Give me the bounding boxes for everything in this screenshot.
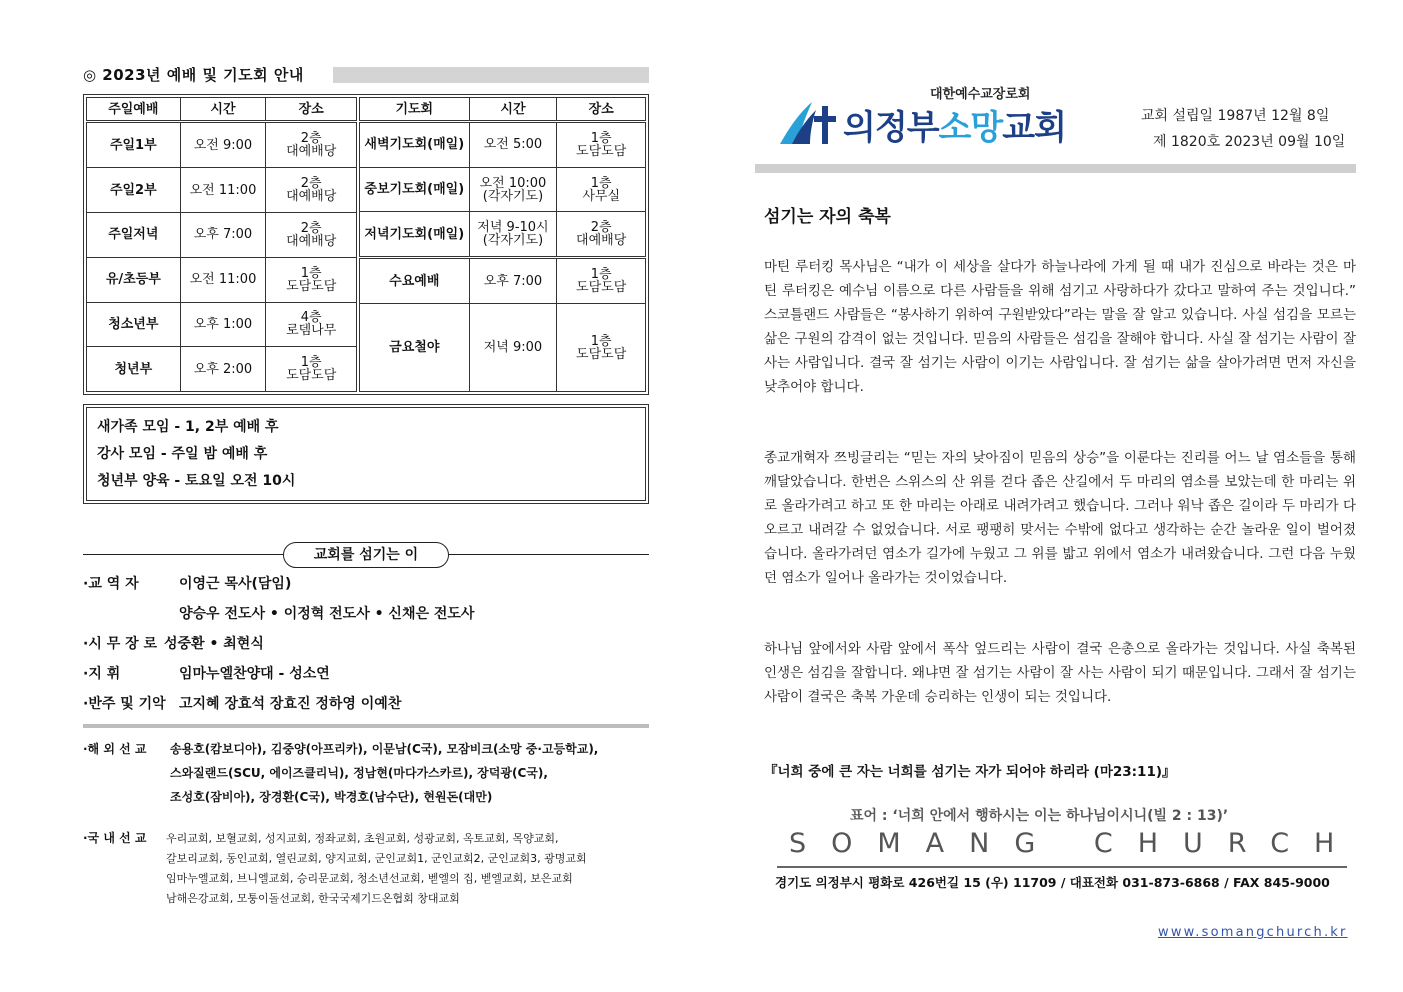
- service-place: [266, 257, 357, 302]
- table-row: [87, 257, 357, 302]
- col-header: 장소: [557, 98, 646, 122]
- prayer-name: 중보기도회(매일): [360, 167, 470, 211]
- domestic-line: 갈보리교회, 동인교회, 열린교회, 양지교회, 군인교회1, 군인교회2, 군인교회3, 광명교회: [166, 852, 587, 865]
- place-floor: 2층: [590, 220, 612, 236]
- article-paragraph: 마틴 루터킹 목사님은 “내가 이 세상을 살다가 하늘나라에 가게 될 때 내가 진심으로 바라는 것은 마틴 루터킹은 예수님 이름으로 다른 사람들을 위해 섬기고 사랑하다가 갔다고 말하여 주는 것입니다.” 스코틀랜드 사람들은 “봉사하기 위하여 구원받았다”라는 말을 잘 알고 있습니다. 사실 섬김을 모르는 삶은 구원의 감격이 없는 것입니다. 믿음의 사람들은 섬김을 잘해야 합니다. 사실 잘 섬기는 사람이 잘 사는 사람입니다. 결국 잘 섬기는 사람이 이기는 사람입니다. 잘 섬기는 삶을 살아가려면 먼저 자신을 낮추어야 합니다.: [764, 259, 1356, 395]
- table-row: [360, 304, 646, 392]
- service-name: 주일저녁: [87, 213, 181, 258]
- staff-label: ·시 무 장 로: [83, 636, 158, 652]
- service-time: 오후 7:00: [180, 213, 266, 258]
- prayer-name: 저녁기도회(매일): [360, 212, 470, 258]
- table-row: [87, 347, 357, 392]
- place-room: 대예배당: [286, 233, 337, 249]
- prayer-place: [557, 122, 646, 168]
- staff-row: [83, 604, 474, 624]
- staff-heading: [83, 542, 649, 566]
- col-header: 시간: [469, 98, 557, 122]
- place-room: 도담도담: [286, 368, 337, 384]
- overseas-label: ·해 외 선 교: [83, 742, 147, 756]
- prayer-place: [557, 258, 646, 304]
- domestic-row: [83, 849, 587, 869]
- service-place: [266, 213, 357, 258]
- left-page: [83, 64, 649, 905]
- place-floor: 2층: [300, 176, 322, 192]
- time-note: (각자기도): [482, 188, 544, 204]
- prayer-place: [557, 167, 646, 211]
- place-room: 사무실: [582, 188, 621, 204]
- established-date: 교회 설립일 1987년 12월 8일: [1141, 108, 1330, 124]
- staff-row: [83, 574, 291, 594]
- place-floor: 1층: [590, 130, 612, 146]
- service-time: 오전 9:00: [180, 122, 266, 168]
- place-room: 도담도담: [576, 143, 627, 159]
- notice-list: [86, 407, 646, 501]
- time-main: 오후 7:00: [483, 273, 543, 289]
- prayer-name: 새벽기도회(매일): [360, 122, 470, 168]
- domestic-row: [83, 828, 558, 848]
- church-name-part: 교회: [1002, 108, 1066, 148]
- place-room: 도담도담: [576, 280, 627, 296]
- staff-row: [83, 694, 401, 714]
- table-row: [87, 168, 357, 213]
- cross-flame-logo-icon: [778, 100, 838, 146]
- prayer-time: [469, 212, 557, 258]
- col-header: 기도회: [360, 98, 470, 122]
- place-room: 대예배당: [286, 189, 337, 205]
- overseas-row: [83, 739, 598, 759]
- church-website-link[interactable]: www.somangchurch.kr: [1158, 925, 1348, 940]
- footer-divider: [777, 866, 1347, 868]
- overseas-row: [83, 787, 492, 807]
- staff-label: ·지 휘: [83, 666, 121, 682]
- place-floor: 1층: [590, 175, 612, 191]
- prayer-time: [469, 122, 557, 168]
- place-floor: 4층: [300, 310, 322, 326]
- place-room: 로뎀나무: [286, 323, 337, 339]
- prayer-time: [469, 304, 557, 392]
- place-floor: 1층: [590, 333, 612, 349]
- place-room: 도담도담: [576, 346, 627, 362]
- place-room: 대예배당: [576, 233, 627, 249]
- worship-table: [86, 97, 357, 392]
- bible-verse: 『너희 중에 큰 자는 너희를 섬기는 자가 되어야 하리라 (마23:11)』: [764, 764, 1176, 780]
- schedule-title-bar: [83, 64, 649, 84]
- schedule-title: ◎ 2023년 예배 및 기도회 안내: [83, 64, 312, 85]
- prayer-name: 수요예배: [360, 258, 470, 304]
- prayer-time: [469, 258, 557, 304]
- overseas-line: 송용호(캄보디아), 김중양(아프리카), 이문남(C국), 모잠비크(소망 중·고등학교),: [170, 742, 599, 756]
- overseas-line: 조성호(잠비아), 장경환(C국), 박경호(남수단), 현원돈(대만): [170, 790, 493, 804]
- article-title: 섬기는 자의 축복: [764, 207, 891, 227]
- staff-value: 이영근 목사(담임): [179, 576, 292, 592]
- table-row: [87, 213, 357, 258]
- article-paragraph: 종교개혁자 쯔빙글리는 “믿는 자의 낮아짐이 믿음의 상승”을 이룬다는 진리를 어느 날 염소들을 통해 깨달았습니다. 한번은 스위스의 산 위를 걷다 좁은 산길에서 두 마리의 염소를 보았는데 한 마리는 위로 올라가려고 하고 또 한 마리는 아래로 내려가려고 했습니다. 그러나 워낙 좁은 길이라 두 마리가 다 오르고 내려갈 수 없었습니다. 서로 팽팽히 맞서는 수밖에 없다고 생각하는 순간 놀라운 일이 벌어졌습니다. 올라가려던 염소가 길가에 누웠고 그 위를 밟고 위에서 염소가 내려왔습니다. 그런 다음 누웠던 염소가 일어나 올라가는 것이었습니다.: [764, 450, 1356, 586]
- prayer-place: [557, 304, 646, 392]
- notice-item: 강사 모임 - 주일 밤 예배 후: [97, 446, 268, 462]
- church-name-part: 의정부: [843, 108, 939, 148]
- section-divider: [83, 724, 649, 728]
- domestic-row: [83, 869, 573, 889]
- col-header: 주일예배: [87, 98, 181, 122]
- church-name: [843, 100, 1066, 149]
- header-divider: [755, 164, 1356, 173]
- church-name-accent: 소망: [938, 108, 1003, 148]
- time-main: 오전 5:00: [483, 137, 543, 153]
- table-header-row: [360, 98, 646, 122]
- service-place: [266, 122, 357, 168]
- table-row: [360, 122, 646, 168]
- prayer-name: 금요철야: [360, 304, 470, 392]
- staff-row: [83, 634, 264, 654]
- prayer-place: [557, 212, 646, 258]
- domestic-row: [83, 889, 460, 909]
- time-note: (각자기도): [482, 233, 544, 249]
- service-name: 주일1부: [87, 122, 181, 168]
- denomination: 대한예수교장로회: [930, 87, 1031, 102]
- domestic-line: 임마누엘교회, 브니엘교회, 승리문교회, 청소년선교회, 벧엘의 집, 벧엘교회, 보은교회: [166, 872, 573, 885]
- issue-number: 제 1820호 2023년 09월 10일: [1153, 134, 1346, 150]
- place-room: 도담도담: [286, 278, 337, 294]
- domestic-line: 남해은강교회, 모퉁이돌선교회, 한국국제기드온협회 창대교회: [166, 892, 460, 905]
- service-place: [266, 302, 357, 347]
- prayer-time: [469, 167, 557, 211]
- staff-value: 임마누엘찬양대 - 성소연: [179, 666, 330, 682]
- title-shade: [333, 67, 649, 83]
- domestic-label: ·국 내 선 교: [83, 831, 147, 845]
- service-time: 오후 2:00: [180, 347, 266, 392]
- place-floor: 2층: [300, 220, 322, 236]
- overseas-row: [83, 763, 548, 783]
- time-main: 저녁 9:00: [483, 340, 543, 355]
- col-header: 시간: [180, 98, 266, 122]
- time-main: 저녁 9-10시: [477, 220, 549, 236]
- overseas-line: 스와질랜드(SCU, 에이즈클리닉), 정남현(마다가스카르), 장덕광(C국),: [170, 766, 548, 780]
- staff-value: 고지혜 장효석 장효진 정하영 이예찬: [179, 696, 402, 712]
- time-main: 오전 10:00: [479, 175, 547, 191]
- staff-label: ·반주 및 기악: [83, 696, 166, 712]
- service-time: 오전 11:00: [180, 168, 266, 213]
- place-floor: 1층: [590, 267, 612, 283]
- service-place: [266, 168, 357, 213]
- place-room: 대예배당: [286, 144, 337, 160]
- church-motto: 표어 : ‘너희 안에서 행하시는 이는 하나님이시니(빌 2 : 13)’: [850, 808, 1229, 824]
- service-time: 오전 11:00: [180, 257, 266, 302]
- staff-row: [83, 664, 330, 684]
- staff-heading-label: 교회를 섬기는 이: [283, 542, 449, 568]
- notice-item: 새가족 모임 - 1, 2부 예배 후: [97, 419, 279, 435]
- service-name: 청소년부: [87, 302, 181, 347]
- service-place: [266, 347, 357, 392]
- article-paragraph: 하나님 앞에서와 사람 앞에서 폭삭 엎드리는 사람이 결국 은총으로 올라가는 것입니다. 사실 축복된 인생은 섬김을 잘합니다. 왜냐면 잘 섬기는 사람이 잘 사는 사람이 되기 때문입니다. 그래서 잘 섬기는 사람이 결국은 축복 가운데 승리하는 인생이 되는 것입니다.: [764, 641, 1356, 705]
- notice-box: [83, 404, 649, 504]
- place-floor: 1층: [300, 265, 322, 281]
- service-name: 청년부: [87, 347, 181, 392]
- brand-wordmark: SOMANG CHURCH: [789, 828, 1360, 859]
- staff-label: ·교 역 자: [83, 576, 139, 592]
- col-header: 장소: [266, 98, 357, 122]
- domestic-line: 우리교회, 보혈교회, 성지교회, 정좌교회, 초원교회, 성광교회, 옥토교회, 목양교회,: [166, 832, 559, 845]
- notice-item: 청년부 양육 - 토요일 오전 10시: [97, 473, 296, 489]
- table-row: [360, 258, 646, 304]
- table-row: [360, 167, 646, 211]
- church-address: 경기도 의정부시 평화로 426번길 15 (우) 11709 / 대표전화 031-873-6868 / FAX 845-9000: [775, 875, 1330, 890]
- service-name: 주일2부: [87, 168, 181, 213]
- prayer-table: [359, 97, 646, 392]
- table-row: [360, 212, 646, 258]
- staff-value: 성중환 • 최현식: [164, 636, 264, 652]
- staff-value: 양승우 전도사 • 이정혁 전도사 • 신채은 전도사: [179, 606, 475, 622]
- place-floor: 1층: [300, 355, 322, 371]
- table-header-row: [87, 98, 357, 122]
- table-row: [87, 122, 357, 168]
- service-time: 오후 1:00: [180, 302, 266, 347]
- place-floor: 2층: [300, 131, 322, 147]
- service-name: 유/초등부: [87, 257, 181, 302]
- schedule-box: [83, 94, 649, 395]
- table-row: [87, 302, 357, 347]
